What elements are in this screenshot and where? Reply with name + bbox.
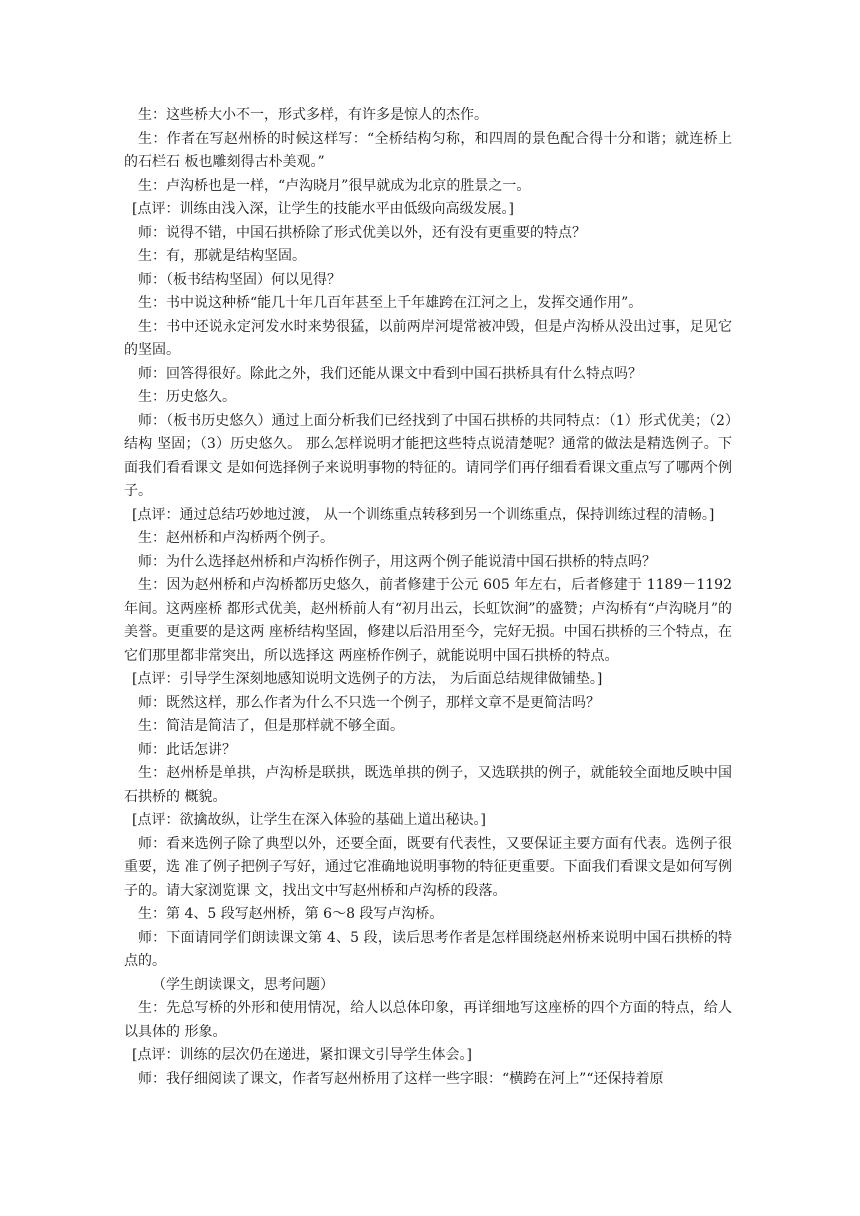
dialogue-paragraph: 生：先总写桥的外形和使用情况，给人以总体印象，再详细地写这座桥的四个方面的特点，给人以具体的 形象。 [124, 1000, 732, 1040]
comment-paragraph: [点评：通过总结巧妙地过渡， 从一个训练重点转移到另一个训练重点，保持训练过程的清畅。] [132, 506, 715, 523]
document-body [124, 104, 732, 1091]
dialogue-paragraph: 生：因为赵州桥和卢沟桥都历史悠久，前者修建于公元 605 年左右，后者修建于 1189－1192 年间。这两座桥 都形式优美，赵州桥前人有“初月出云，长虹饮涧”的盛赞；卢沟桥有“卢沟晓月”的美誉。更重要的是这两 座桥结构坚固，修建以后沿用至今，完好无损。中国石拱桥的三个特点，在它们那里都非常突出，所以选择这 两座桥作例子，就能说明中国石拱桥的特点。 [124, 577, 732, 664]
dialogue-paragraph: 师：回答得很好。除此之外，我们还能从课文中看到中国石拱桥具有什么特点吗？ [138, 365, 642, 382]
dialogue-paragraph: 生：作者在写赵州桥的时候这样写：“全桥结构匀称，和四周的景色配合得十分和谐；就连桥上的石栏石 板也雕刻得古朴美观。” [124, 130, 732, 170]
dialogue-paragraph: 师：（板书结构坚固）何以见得？ [138, 271, 341, 288]
comment-paragraph: [点评：训练的层次仍在递进，紧扣课文引导学生体会。] [132, 1047, 472, 1063]
dialogue-paragraph: 师：（板书历史悠久）通过上面分析我们已经找到了中国石拱桥的共同特点：（1）形式优美；（2）结构 坚固；（3）历史悠久。 那么怎样说明才能把这些特点说清楚呢？通常的做法是精选例子。下面我们看看课文 是如何选择例子来说明事物的特征的。请同学们再仔细看看课文重点写了哪两个例子。 [124, 412, 732, 499]
dialogue-paragraph: 生：卢沟桥也是一样，“卢沟晓月”很早就成为北京的胜景之一。 [138, 177, 531, 194]
dialogue-paragraph: 生：书中说这种桥“能几十年几百年甚至上千年雄跨在江河之上，发挥交通作用”。 [138, 295, 643, 311]
dialogue-paragraph: 生：赵州桥和卢沟桥两个例子。 [138, 530, 334, 546]
dialogue-paragraph: 师：说得不错，中国石拱桥除了形式优美以外，还有没有更重要的特点？ [138, 224, 586, 241]
dialogue-paragraph: 师：此话怎讲？ [138, 741, 236, 758]
dialogue-paragraph: 师：下面请同学们朗读课文第 4、5 段，读后思考作者是怎样围绕赵州桥来说明中国石拱桥的特点的。 [124, 929, 732, 969]
stage-note-paragraph: （学生朗读课文，思考问题） [152, 976, 334, 993]
dialogue-paragraph: 生：赵州桥是单拱，卢沟桥是联拱，既选单拱的例子，又选联拱的例子，就能较全面地反映中国石拱桥的 概貌。 [124, 765, 732, 805]
dialogue-paragraph: 师：我仔细阅读了课文，作者写赵州桥用了这样一些字眼：“横跨在河上”“还保持着原 [138, 1070, 664, 1087]
dialogue-paragraph: 生：有，那就是结构坚固。 [138, 248, 306, 264]
comment-paragraph: [点评：引导学生深刻地感知说明文选例子的方法， 为后面总结规律做铺垫。] [132, 671, 603, 687]
comment-paragraph: [点评：训练由浅入深，让学生的技能水平由低级向高级发展。] [132, 201, 514, 217]
dialogue-paragraph: 师：为什么选择赵州桥和卢沟桥作例子，用这两个例子能说清中国石拱桥的特点吗？ [138, 553, 656, 570]
dialogue-paragraph: 生：这些桥大小不一，形式多样，有许多是惊人的杰作。 [138, 107, 488, 123]
dialogue-paragraph: 生：历史悠久。 [138, 389, 236, 405]
dialogue-paragraph: 师：看来选例子除了典型以外，还要全面，既要有代表性，又要保证主要方面有代表。选例子很重要，选 准了例子把例子写好，通过它准确地说明事物的特征更重要。下面我们看课文是如何写例子的。请大家浏览课 文，找出文中写赵州桥和卢沟桥的段落。 [124, 835, 732, 899]
dialogue-paragraph: 师：既然这样，那么作者为什么不只选一个例子，那样文章不是更简洁吗？ [138, 694, 600, 711]
dialogue-paragraph: 生：简洁是简洁了，但是那样就不够全面。 [138, 718, 404, 734]
dialogue-paragraph: 生：书中还说永定河发水时来势很猛，以前两岸河堤常被冲毁，但是卢沟桥从没出过事，足见它的坚固。 [124, 318, 732, 358]
comment-paragraph: [点评：欲擒故纵，让学生在深入体验的基础上道出秘诀。] [132, 812, 486, 828]
dialogue-paragraph: 生：第 4、5 段写赵州桥，第 6～8 段写卢沟桥。 [138, 906, 444, 922]
